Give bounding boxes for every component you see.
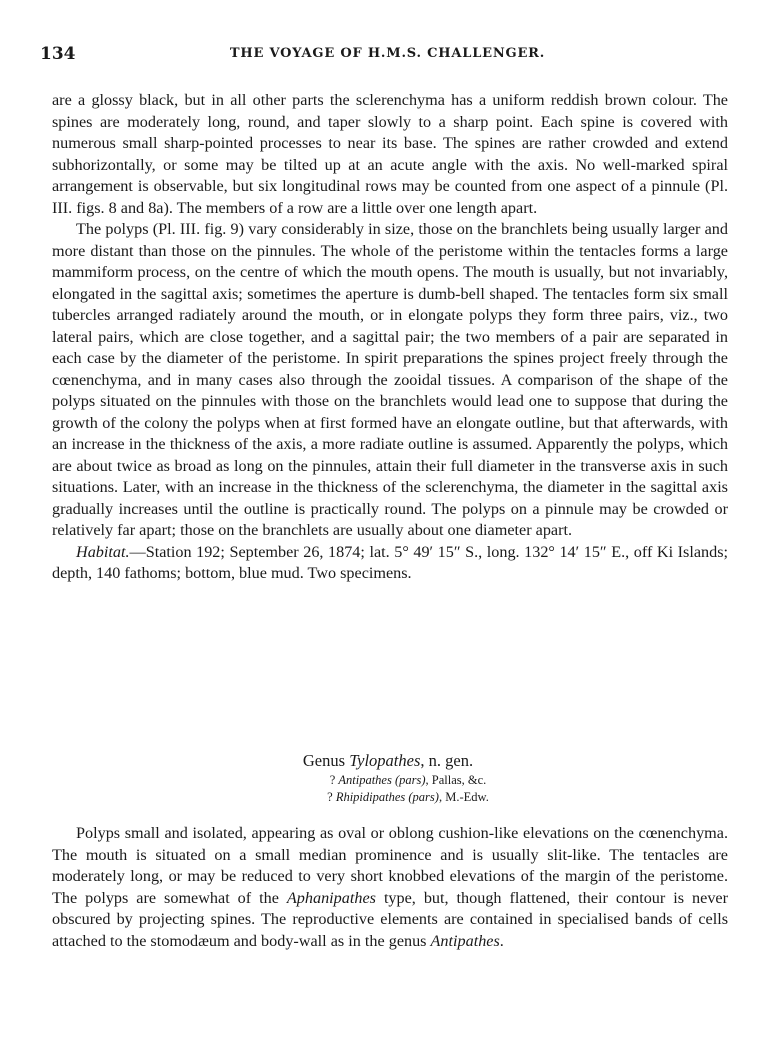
habitat-label: Habitat. (76, 542, 130, 561)
running-title: THE VOYAGE OF H.M.S. CHALLENGER. (229, 46, 546, 61)
synonym-line: ? Antipathes (pars), Pallas, &c. (329, 773, 487, 787)
paragraph-habitat (52, 542, 728, 585)
synonym-line: ? Rhipidipathes (pars), M.-Edw. (327, 790, 489, 804)
genus-title: Genus Tylopathes, n. gen. (302, 751, 474, 770)
page-number: 134 (40, 44, 76, 64)
paragraph-spines: are a glossy black, but in all other parts the sclerenchyma has a uniform reddish brown colour. The spines are moderately long, round, and taper slowly to a sharp point. Each spine is covered with numerous small sharp-pointed processes to near its base. The spines are rather crowded and extend subhorizontally, or some may be tilted up at an acute angle with the axis. No well-marked spiral arrangement is observable, but six longitudinal rows may be counted from one aspect of a pinnule (Pl. III. figs. 8 and 8a). The members of a row are a little over one length apart. (52, 91, 728, 217)
genus-heading-block (0, 750, 776, 806)
genus-description (52, 823, 728, 952)
main-text (52, 90, 728, 585)
reference-aphanipathes: Aphanipathes (286, 888, 376, 907)
page-header (40, 44, 735, 66)
reference-antipathes: Antipathes (430, 931, 500, 950)
paragraph-polyps: The polyps (Pl. III. fig. 9) vary considerably in size, those on the branchlets being usually larger and more distant than those on the pinnules. The whole of the peristome within the tentacles forms a large mammiform process, on the centre of which the mouth opens. The mouth is usually, but not invariably, elongated in the sagittal axis; sometimes the aperture is dumb-bell shaped. The tentacles form six small tubercles arranged radiately around the mouth, or in elongate polyps they form three pairs, viz., two lateral pairs, which are close together, and a sagittal pair; the two members of a pair are separated in each case by the diameter of the peristome. In spirit preparations the spines project freely through the cœnenchyma, and in many cases also through the zooidal tissues. A comparison of the shape of the polyps situated on the pinnules with those on the branchlets would lead one to suppose that during the growth of the colony the polyps when at first formed have an elongate outline, but that afterwards, with an increase in the thickness of the axis, a more radiate outline is assumed. Apparently the polyps, which are about twice as broad as long on the pinnules, attain their full diameter in the transverse axis in such situations. Later, with an increase in the thickness of the sclerenchyma, the diameter in the sagittal axis gradually increases until the outline is practically round. The polyps on a pinnule may be crowded or relatively far apart; those on the branchlets are usually about one diameter apart. (52, 220, 728, 539)
genus-name: Tylopathes (349, 751, 421, 770)
paragraph-genus-description: Polyps small and isolated, appearing as oval or oblong cushion-like elevations on the cœnenchyma. The mouth is situated on a small median prominence and is usually slit-like. The tentacles are moderately long, or may be reduced to very short knobbed elevations of the margin of the peristome. The polyps are somewhat of the Aphanipathes type, but, though flattened, their contour is never obscured by projecting spines. The reproductive elements are contained in specialised bands of cells attached to the stomodæum and body-wall as in the genus Antipathes. (52, 824, 728, 950)
habitat-text: —Station 192; September 26, 1874; lat. 5° 49′ 15″ S., long. 132° 14′ 15″ E., off Ki Islands; depth, 140 fathoms; bottom, blue mud. Two specimens. (52, 542, 728, 582)
